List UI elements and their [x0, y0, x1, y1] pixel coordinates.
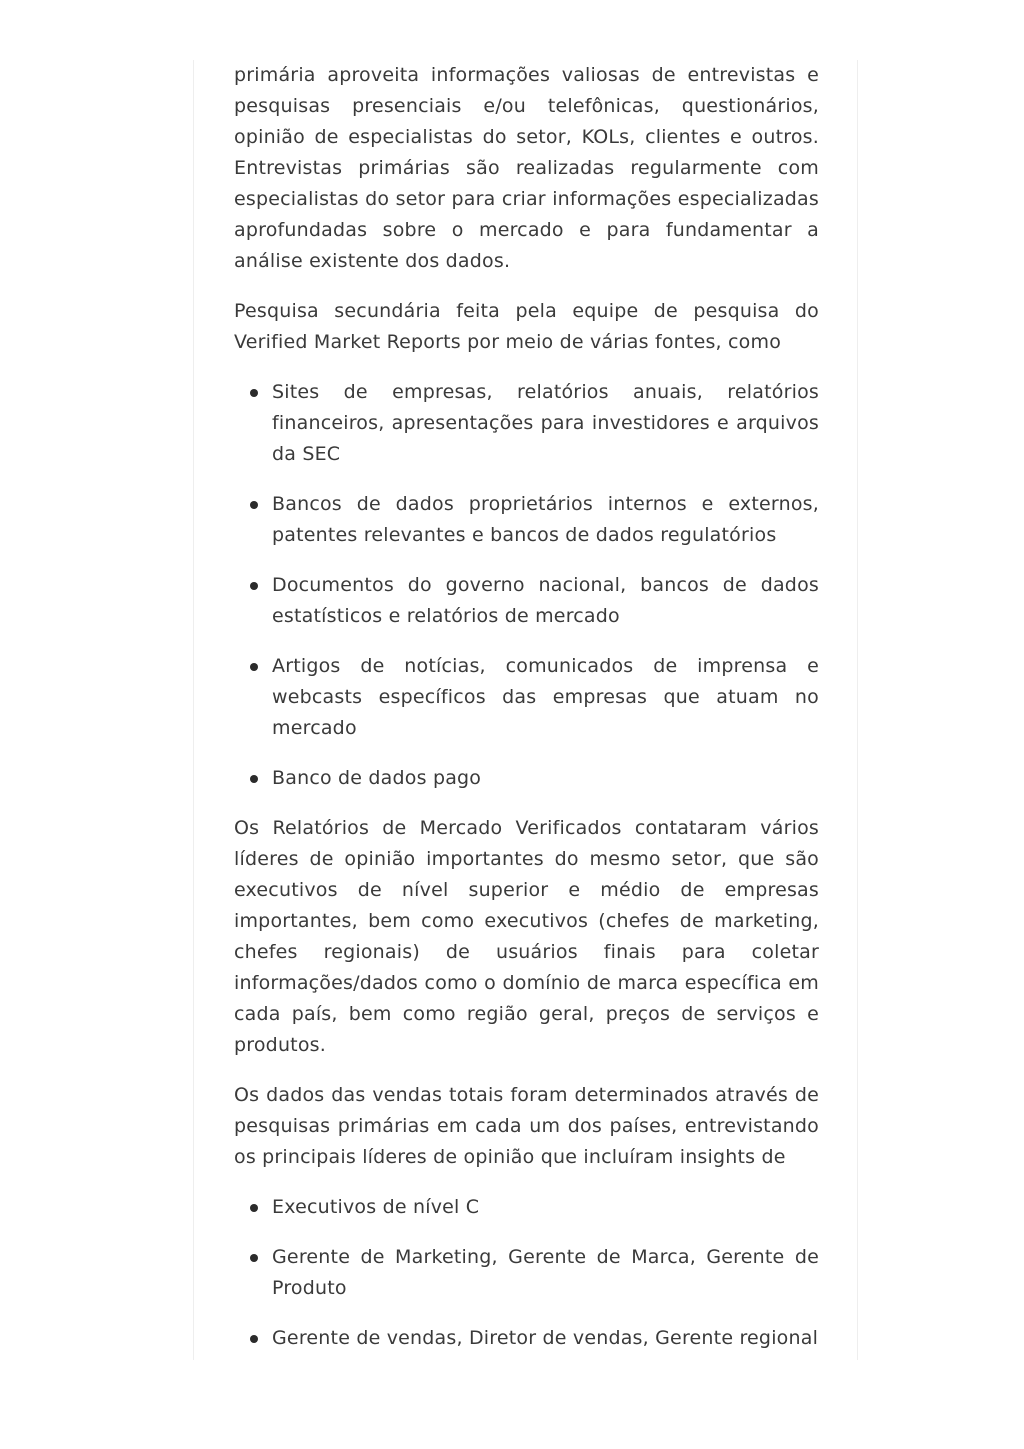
document-page: [193, 60, 858, 1360]
bullet-icon: [250, 1335, 258, 1343]
opinion-leaders-list: [234, 1192, 819, 1354]
list-item: [234, 1242, 819, 1304]
bullet-icon: [250, 389, 258, 397]
paragraph-opinion-leaders: Os Relatórios de Mercado Verificados contataram vários líderes de opinião importantes do mesmo setor, que são executivos de nível superior e médio de empresas importantes, bem como executivos (chefes de marketing, chefes regionais) de usuários finais para coletar informações/dados como o domínio de marca específica em cada país, bem como região geral, preços de serviços e produtos.: [234, 817, 819, 1056]
document-body: [234, 60, 819, 1360]
list-item: [234, 489, 819, 551]
list-item: [234, 763, 819, 794]
list-item-text: Gerente de vendas, Diretor de vendas, Gerente regional: [272, 1327, 819, 1349]
list-item-text: Executivos de nível C: [272, 1196, 480, 1218]
list-item-text: Bancos de dados proprietários internos e externos, patentes relevantes e bancos de dados regulatórios: [272, 493, 819, 546]
bullet-icon: [250, 1254, 258, 1262]
list-item-text: Documentos do governo nacional, bancos de dados estatísticos e relatórios de mercado: [272, 574, 819, 627]
bullet-icon: [250, 775, 258, 783]
bullet-icon: [250, 663, 258, 671]
bullet-icon: [250, 1204, 258, 1212]
bullet-icon: [250, 501, 258, 509]
paragraph-secondary-research: Pesquisa secundária feita pela equipe de pesquisa do Verified Market Reports por meio de várias fontes, como: [234, 300, 819, 353]
list-item-text: Gerente de Marketing, Gerente de Marca, Gerente de Produto: [272, 1246, 819, 1299]
list-item-text: Artigos de notícias, comunicados de imprensa e webcasts específicos das empresas que atuam no mercado: [272, 655, 819, 739]
secondary-sources-list: [234, 377, 819, 794]
paragraph-total-sales: Os dados das vendas totais foram determinados através de pesquisas primárias em cada um dos países, entrevistando os principais líderes de opinião que incluíram insights de: [234, 1084, 819, 1168]
list-item: [234, 570, 819, 632]
list-item: [234, 377, 819, 470]
bullet-icon: [250, 582, 258, 590]
list-item: [234, 1192, 819, 1223]
list-item: [234, 1323, 819, 1354]
list-item: [234, 651, 819, 744]
paragraph-primary-research: primária aproveita informações valiosas de entrevistas e pesquisas presenciais e/ou telefônicas, questionários, opinião de especialistas do setor, KOLs, clientes e outros. Entrevistas primárias são realizadas regularmente com especialistas do setor para criar informações especializadas aprofundadas sobre o mercado e para fundamentar a análise existente dos dados.: [234, 64, 819, 272]
list-item-text: Sites de empresas, relatórios anuais, relatórios financeiros, apresentações para investidores e arquivos da SEC: [272, 381, 819, 465]
list-item-text: Banco de dados pago: [272, 767, 482, 789]
